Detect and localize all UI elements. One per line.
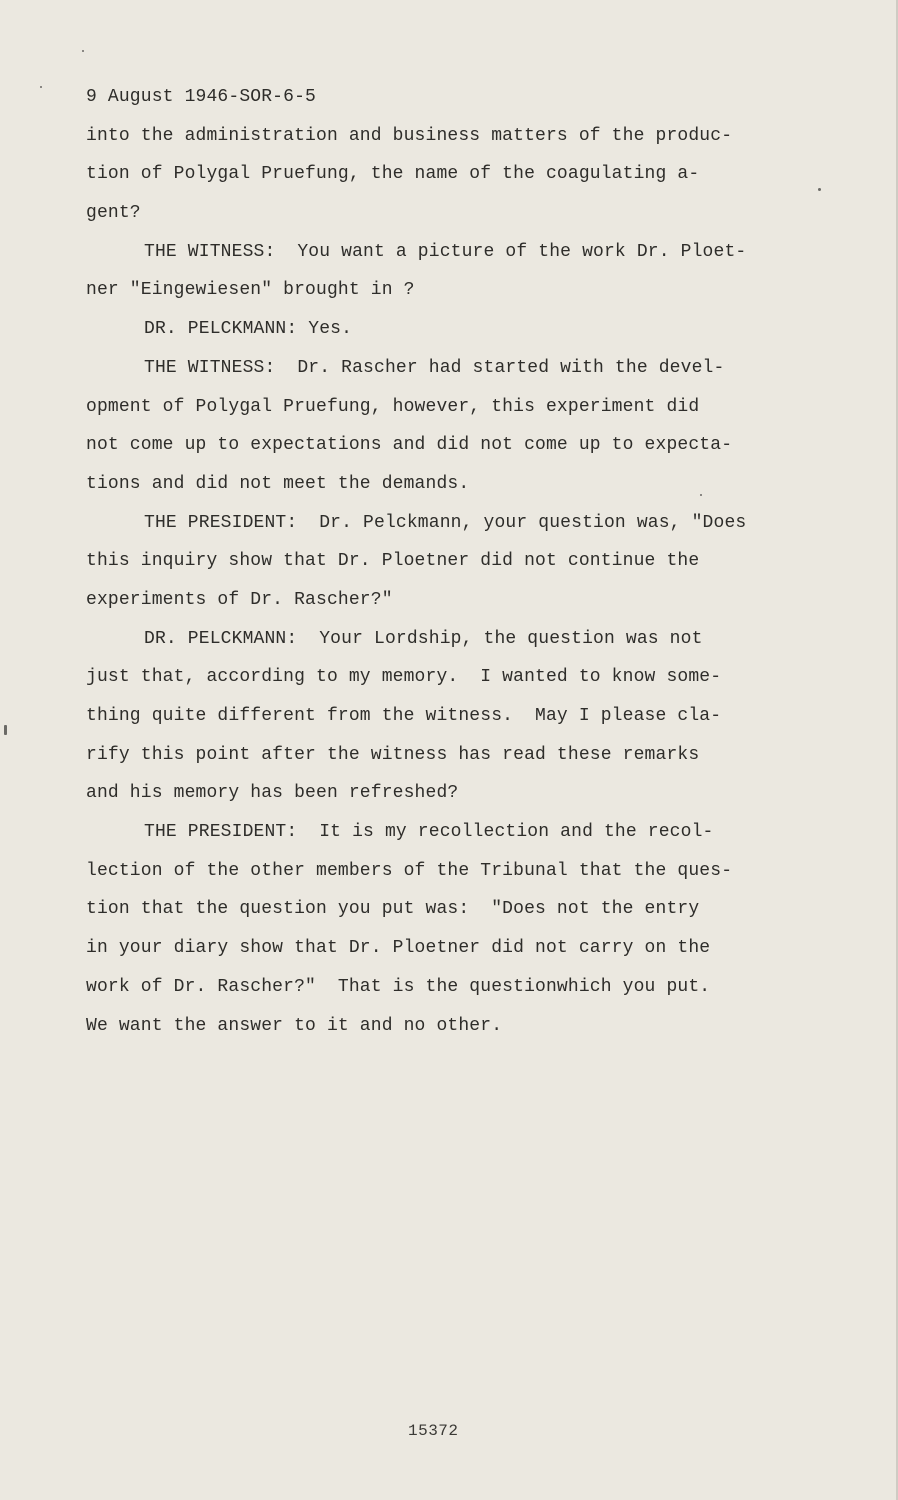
transcript-line: lection of the other members of the Tribunal that the ques-	[86, 860, 733, 881]
transcript-line: thing quite different from the witness. May I please cla-	[86, 706, 722, 726]
page-number: 15372	[408, 1422, 459, 1440]
transcript-line: this inquiry show that Dr. Ploetner did not continue the	[86, 551, 700, 572]
transcript-line: THE PRESIDENT: Dr. Pelckmann, your question was, "Does	[144, 512, 747, 533]
transcript-line: rify this point after the witness has read these remarks	[86, 744, 700, 765]
transcript-line: work of Dr. Rascher?" That is the questionwhich you put.	[86, 976, 711, 997]
paper-speck	[82, 50, 84, 52]
paper-speck	[40, 86, 42, 88]
paper-speck	[4, 725, 7, 735]
transcript-line: and his memory has been refreshed?	[86, 783, 459, 804]
transcript-line: We want the answer to it and no other.	[86, 1015, 503, 1036]
transcript-line: tion of Polygal Pruefung, the name of the coagulating a-	[86, 164, 700, 185]
transcript-line: DR. PELCKMANN: Yes.	[144, 319, 353, 340]
paper-speck	[818, 188, 821, 191]
document-reference-header: 9 August 1946-SOR-6-5	[86, 87, 316, 107]
transcript-line: into the administration and business matters of the produc-	[86, 125, 733, 146]
transcript-line: THE WITNESS: Dr. Rascher had started with the devel-	[144, 357, 725, 378]
paper-speck	[700, 494, 702, 496]
transcript-line: tion that the question you put was: "Does not the entry	[86, 899, 700, 920]
transcript-line: not come up to expectations and did not come up to expecta-	[86, 435, 733, 456]
transcript-line: ner "Eingewiesen" brought in ?	[86, 280, 415, 301]
transcript-line: DR. PELCKMANN: Your Lordship, the question was not	[144, 628, 703, 649]
transcript-line: THE PRESIDENT: It is my recollection and the recol-	[144, 822, 714, 843]
transcript-line: THE WITNESS: You want a picture of the work Dr. Ploet-	[144, 241, 747, 262]
transcript-line: tions and did not meet the demands.	[86, 473, 470, 494]
transcript-line: just that, according to my memory. I wanted to know some-	[86, 667, 722, 688]
transcript-line: gent?	[86, 203, 141, 224]
transcript-body	[86, 78, 806, 1045]
transcript-line: in your diary show that Dr. Ploetner did not carry on the	[86, 938, 711, 959]
transcript-line: experiments of Dr. Rascher?"	[86, 589, 393, 610]
transcript-line: opment of Polygal Pruefung, however, this experiment did	[86, 396, 700, 417]
